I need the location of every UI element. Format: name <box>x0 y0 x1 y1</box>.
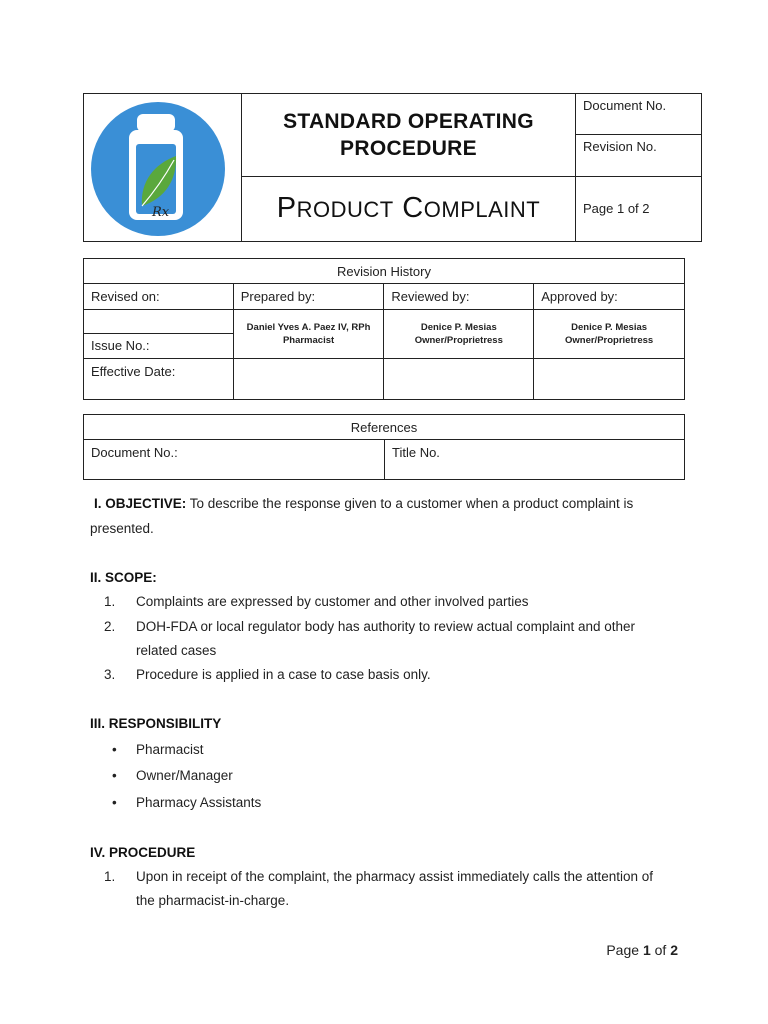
sop-title-line2: PROCEDURE <box>340 136 477 160</box>
revised-on-value <box>84 310 234 334</box>
bullet-icon: • <box>112 742 117 757</box>
reference-title-no: Title No. <box>385 440 685 480</box>
objective-heading: I. OBJECTIVE: <box>94 496 187 511</box>
pharmacy-logo <box>84 94 241 241</box>
document-title: PRODUCT COMPLAINT <box>276 192 541 225</box>
objective-line2: presented. <box>90 521 154 536</box>
approved-by-label: Approved by: <box>534 284 685 310</box>
effective-date-reviewed <box>384 359 534 400</box>
prepared-by-label: Prepared by: <box>233 284 384 310</box>
page-count-cell <box>576 176 702 241</box>
page-count-label: Page 1 of 2 <box>583 201 650 217</box>
document-no-cell <box>576 94 702 135</box>
footer-page-total: 2 <box>670 942 678 958</box>
approver-cell <box>534 310 685 359</box>
procedure-item: Upon in receipt of the complaint, the pharmacy assist immediately calls the attention of <box>136 869 654 884</box>
reference-document-no: Document No.: <box>84 440 385 480</box>
scope-item: DOH-FDA or local regulator body has authority to review actual complaint and other <box>136 619 635 634</box>
scope-item: Complaints are expressed by customer and other involved parties <box>136 594 529 609</box>
logo-rx-text: Rx <box>152 205 170 220</box>
procedure-item-num: 1. <box>104 869 116 884</box>
effective-date-prepared <box>233 359 384 400</box>
reviewer-cell <box>384 310 534 359</box>
logo-cell <box>84 94 242 242</box>
preparer-role: Pharmacist <box>282 335 335 346</box>
scope-item-num: 2. <box>104 619 116 634</box>
revision-no-label: Revision No. <box>583 139 657 155</box>
procedure-item-cont: the pharmacist-in-charge. <box>136 893 290 908</box>
objective-line1 <box>94 496 633 511</box>
footer-page-current: 1 <box>642 942 651 958</box>
footer-of-word: of <box>654 942 667 958</box>
preparer-cell <box>233 310 384 359</box>
scope-heading: II. SCOPE: <box>90 570 157 585</box>
issue-no-label: Issue No.: <box>84 334 234 359</box>
approver-name: Denice P. Mesias <box>571 322 648 333</box>
responsibility-item: Owner/Manager <box>136 768 233 783</box>
effective-date-label: Effective Date: <box>84 359 234 400</box>
responsibility-item: Pharmacist <box>136 742 204 757</box>
responsibility-item: Pharmacy Assistants <box>136 795 262 810</box>
procedure-heading: IV. PROCEDURE <box>90 845 196 860</box>
bullet-icon: • <box>112 768 117 783</box>
revision-no-cell <box>576 135 702 176</box>
references-title: References <box>84 415 685 440</box>
revision-history-title: Revision History <box>84 259 685 284</box>
responsibility-heading: III. RESPONSIBILITY <box>90 716 222 731</box>
document-no-label: Document No. <box>583 98 667 113</box>
page-footer <box>606 942 678 958</box>
scope-item: Procedure is applied in a case to case basis only. <box>136 667 431 682</box>
reviewer-name: Denice P. Mesias <box>420 322 497 333</box>
document-title-cell <box>242 176 576 241</box>
sop-title-cell <box>242 94 576 177</box>
scope-item-num: 3. <box>104 667 116 682</box>
document-header <box>83 93 702 242</box>
scope-item-cont: related cases <box>136 643 217 658</box>
reviewed-by-label: Reviewed by: <box>384 284 534 310</box>
revision-history-table <box>83 258 685 400</box>
reviewer-role: Owner/Proprietress <box>414 335 503 346</box>
sop-title-line1: STANDARD OPERATING <box>283 109 534 133</box>
objective-text: To describe the response given to a customer when a product complaint is <box>186 496 634 511</box>
footer-page-word: Page <box>606 942 640 958</box>
revised-on-label: Revised on: <box>84 284 234 310</box>
effective-date-approved <box>534 359 685 400</box>
preparer-name: Daniel Yves A. Paez IV, RPh <box>246 322 371 333</box>
bullet-icon: • <box>112 795 117 810</box>
references-table <box>83 414 685 480</box>
scope-item-num: 1. <box>104 594 116 609</box>
approver-role: Owner/Proprietress <box>565 335 654 346</box>
